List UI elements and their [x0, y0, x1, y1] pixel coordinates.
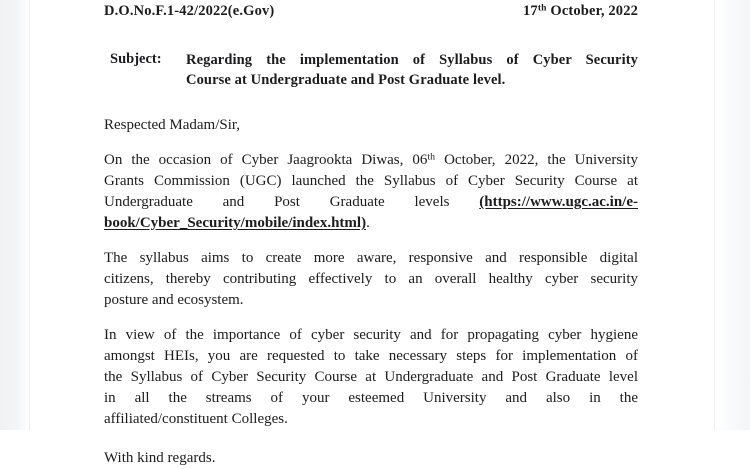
paragraph-syllabus-aims	[104, 248, 638, 311]
page-edge-left	[0, 0, 30, 430]
letter-date	[523, 3, 638, 20]
paragraph-line: amongst HEIs, you are requested to take necessary steps for implementation of	[104, 348, 638, 364]
salutation: Respected Madam/Sir,	[104, 117, 241, 133]
paragraph-line: citizens, thereby contributing effectively to an overall healthy cyber security	[104, 271, 638, 287]
paragraph-text: Undergraduate and Post Graduate levels	[104, 194, 480, 210]
subject-line: Course at Undergraduate and Post Graduate level.	[186, 71, 506, 88]
letter-header	[104, 0, 638, 29]
paragraph-implementation-request	[104, 325, 638, 430]
letter-date-rest: October, 2022	[546, 3, 638, 19]
paragraph-text-a: On the occasion of Cyber Jaagrookta Diwas, 06	[104, 152, 428, 168]
paragraph-line: Grants Commission (UGC) launched the Syllabus of Cyber Security Course at	[104, 173, 638, 189]
paragraph-line	[104, 213, 638, 234]
paragraph-line: In view of the importance of cyber security and for propagating cyber hygiene	[104, 327, 638, 343]
paragraph-line: affiliated/constituent Colleges.	[104, 411, 288, 427]
subject-label: Subject:	[110, 51, 162, 67]
subject-block	[104, 51, 638, 90]
page-edge-right	[714, 0, 750, 430]
paragraph-text: .	[366, 215, 370, 231]
syllabus-url-link[interactable]: (https://www.ugc.ac.in/e-	[479, 194, 638, 210]
letter-content	[104, 0, 638, 469]
paragraph-line	[104, 192, 638, 213]
syllabus-url-link[interactable]: book/Cyber_Security/mobile/index.html)	[104, 215, 367, 231]
reference-number: D.O.No.F.1-42/2022(e.Gov)	[104, 3, 275, 19]
paragraph-line: The syllabus aims to create more aware, responsive and responsible digital	[104, 250, 638, 266]
letter-date-day: 17	[523, 3, 538, 19]
subject-line: Regarding the implementation of Syllabus of Cyber Security	[186, 52, 638, 68]
closing-regards: With kind regards.	[104, 450, 216, 466]
date-ordinal-suffix: th	[427, 151, 436, 163]
subject-text	[186, 51, 638, 90]
paragraph-line: posture and ecosystem.	[104, 292, 244, 308]
paragraph-line	[104, 150, 638, 171]
paragraph-launch-announcement	[104, 150, 638, 234]
letter-page	[30, 0, 714, 466]
paragraph-line: in all the streams of your esteemed University and also in the	[104, 390, 638, 406]
paragraph-line: the Syllabus of Cyber Security Course at Undergraduate and Post Graduate level	[104, 369, 638, 385]
letter-date-ordinal-suffix: th	[537, 2, 547, 14]
paragraph-text-b: October, 2022, the University	[435, 152, 638, 168]
